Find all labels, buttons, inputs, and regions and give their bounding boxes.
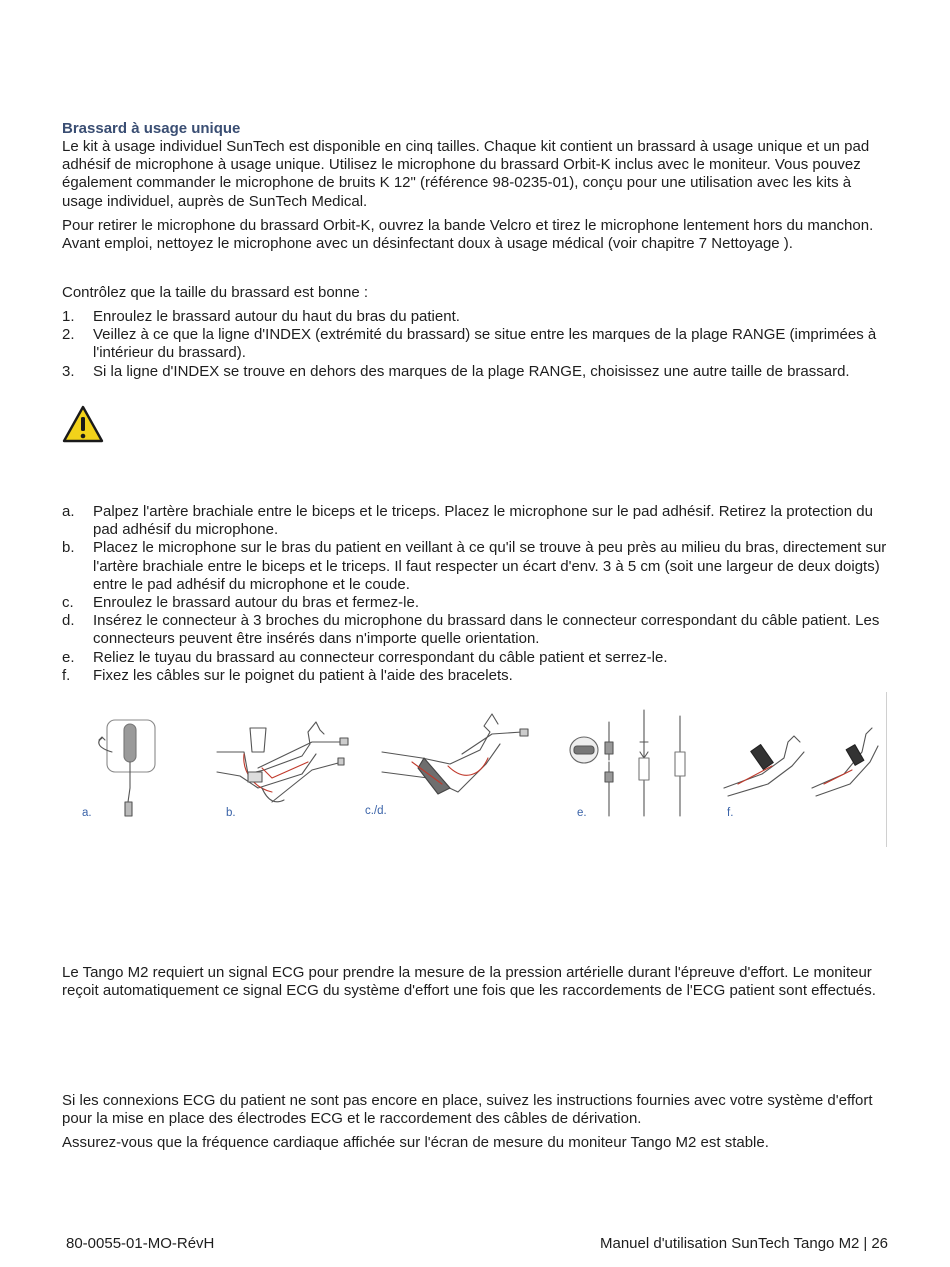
list-item: c. Enroulez le brassard autour du bras et fermez-le. <box>62 594 419 612</box>
illustration-a <box>82 720 155 819</box>
list-item: 1. Enroulez le brassard autour du haut du bras du patient. <box>62 308 460 325</box>
ecg-paragraph-2: Si les connexions ECG du patient ne sont pas encore en place, suivez les instructions fournies avec votre système d'effort pour la mise en place des électrodes ECG et le raccordement des câbles de dérivation. <box>62 1092 873 1128</box>
list-item: d. Insérez le connecteur à 3 broches du microphone du brassard dans le connecteur correspondant du câble patient. Les connecteurs peuvent être insérés dans n'importe quelle orientation. <box>62 612 880 648</box>
intro-paragraph: Le kit à usage individuel SunTech est disponible en cinq tailles. Chaque kit contient un brassard à usage unique et un pad adhésif de microphone à usage unique. Utilisez le microphone du brassard Orbit-K inclus avec le moniteur. Vous pouvez également commander le microphone de bruits K 12" (référence 98-0235-01), conçu pour une utilisation avec les kits à usage individuel, auprès de SunTech Medical. <box>62 138 870 210</box>
figure-label-a: a. <box>82 807 92 819</box>
figure-divider <box>886 692 887 847</box>
size-check-list <box>62 308 888 381</box>
list-item: e. Reliez le tuyau du brassard au connecteur correspondant du câble patient et serrez-le. <box>62 648 668 666</box>
illustration-cd <box>365 714 528 817</box>
footer-manual-title: Manuel d'utilisation SunTech Tango M2 <box>599 1235 860 1252</box>
list-item: 3. Si la ligne d'INDEX se trouve en dehors des marques de la plage RANGE, choisissez une autre taille de brassard. <box>62 362 850 380</box>
figure-label-cd: c./d. <box>365 805 387 817</box>
footer-doc-number: 80-0055-01-MO-RévH <box>66 1235 215 1252</box>
ecg-paragraph-1: Le Tango M2 requiert un signal ECG pour prendre la mesure de la pression artérielle durant l'épreuve d'effort. Le moniteur reçoit automatiquement ce signal ECG du système d'effort une fois que les raccordements de l'ECG patient sont effectués. <box>62 964 876 1000</box>
list-item: b. Placez le microphone sur le bras du patient en veillant à ce qu'il se trouve à peu près au milieu du bras, directement sur l'artère brachiale entre le biceps et le triceps. Il faut respecter un écart d'env. 3 à 5 cm (soit une largeur de deux doigts) entre le pad adhésif du microphone et le coude. <box>62 539 887 593</box>
illustration-b <box>217 722 348 819</box>
figure-label-b: b. <box>226 807 236 819</box>
illustration-e <box>570 710 685 819</box>
check-size-paragraph: Contrôlez que la taille du brassard est bonne : <box>62 284 369 301</box>
illustration-f <box>724 728 878 819</box>
remove-mic-paragraph: Pour retirer le microphone du brassard Orbit-K, ouvrez la bande Velcro et tirez le microphone lentement hors du manchon. Avant emploi, nettoyez le microphone avec un désinfectant doux à usage médical (voir chapitre 7 Nettoyage ). <box>62 217 874 253</box>
figure-label-f: f. <box>727 807 734 819</box>
ecg-paragraph-3: Assurez-vous que la fréquence cardiaque affichée sur l'écran de mesure du moniteur Tango M2 est stable. <box>62 1134 769 1151</box>
page-number: 26 <box>871 1235 888 1252</box>
figure-label-e: e. <box>577 807 587 819</box>
footer-separator: | <box>863 1235 868 1252</box>
placement-steps-list <box>62 503 888 685</box>
list-item: f. Fixez les câbles sur le poignet du patient à l'aide des bracelets. <box>62 666 513 684</box>
list-item: 2. Veillez à ce que la ligne d'INDEX (extrémité du brassard) se situe entre les marques de la plage RANGE (imprimées à l'intérieur du brassard). <box>62 326 877 362</box>
section-heading: Brassard à usage unique <box>62 120 241 137</box>
list-item: a. Palpez l'artère brachiale entre le biceps et le triceps. Placez le microphone sur le pad adhésif. Retirez la protection du pad adhésif du microphone. <box>62 503 873 539</box>
cuff-placement-figure <box>72 692 890 847</box>
warning-triangle-icon <box>62 405 104 443</box>
footer-title <box>600 1235 888 1253</box>
